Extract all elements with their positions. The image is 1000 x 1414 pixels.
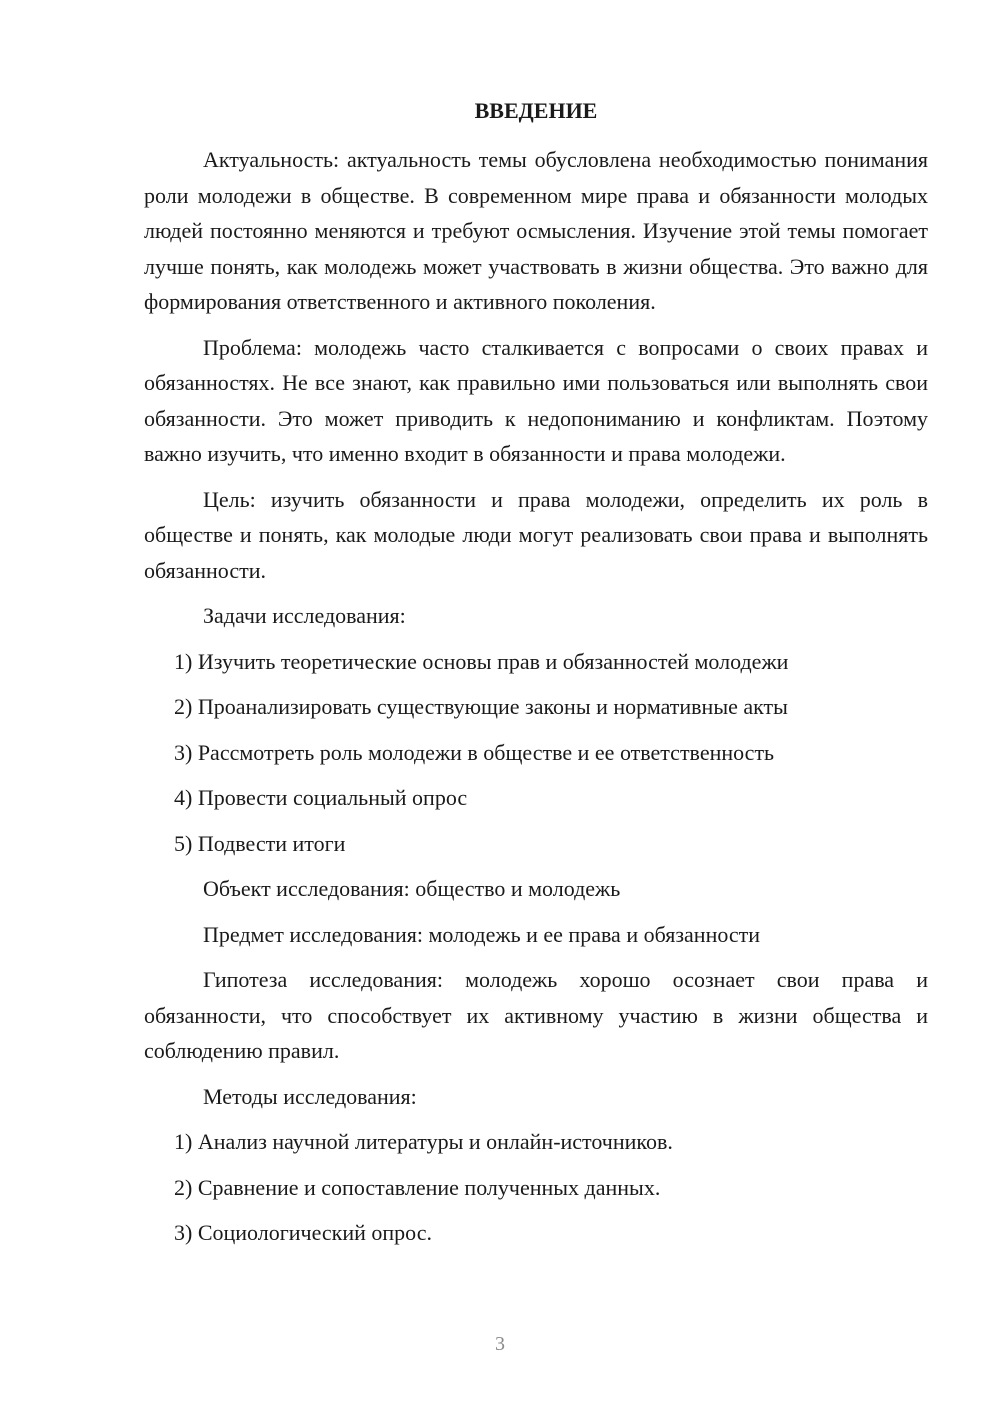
page-number: 3	[495, 1333, 505, 1355]
hypothesis-paragraph: Гипотеза исследования: молодежь хорошо осознает свои права и обязанности, что способствует их активному участию в жизни общества и соблюдению правил.	[144, 967, 928, 1063]
methods-heading: Методы исследования:	[203, 1083, 417, 1109]
research-object: Объект исследования: общество и молодежь	[203, 876, 621, 901]
list-item: 4) Провести социальный опрос	[174, 785, 468, 810]
section-title: ВВЕДЕНИЕ	[474, 98, 598, 123]
research-subject: Предмет исследования: молодежь и ее права и обязанности	[203, 921, 761, 947]
list-item: 3) Рассмотреть роль молодежи в обществе и ее ответственность	[174, 739, 775, 765]
tasks-heading: Задачи исследования:	[203, 603, 406, 628]
methods-list	[144, 1124, 928, 1251]
list-item: 2) Проанализировать существующие законы и нормативные акты	[174, 694, 788, 719]
list-item: 1) Анализ научной литературы и онлайн-источников.	[174, 1129, 673, 1154]
problem-paragraph: Проблема: молодежь часто сталкивается с вопросами о своих правах и обязанностях. Не все знают, как правильно ими пользоваться или выполнять свои обязанности. Это может приводить к недопониманию и конфликтам. Поэтому важно изучить, что именно входит в обязанности и права молодежи.	[144, 334, 928, 466]
list-item: 2) Сравнение и сопоставление полученных данных.	[174, 1174, 661, 1200]
goal-paragraph: Цель: изучить обязанности и права молодежи, определить их роль в обществе и понять, как молодые люди могут реализовать свои права и выполнять обязанности.	[144, 486, 928, 583]
tasks-list	[144, 644, 928, 862]
list-item: 5) Подвести итоги	[174, 830, 346, 856]
relevance-paragraph: Актуальность: актуальность темы обусловлена необходимостью понимания роли молодежи в обществе. В современном мире права и обязанности молодых людей постоянно меняются и требуют осмысления. Изучение этой темы помогает лучше понять, как молодежь может участвовать в жизни общества. Это важно для формирования ответственного и активного поколения.	[144, 147, 928, 314]
list-item: 1) Изучить теоретические основы прав и обязанностей молодежи	[174, 648, 789, 674]
list-item: 3) Социологический опрос.	[174, 1220, 432, 1245]
document-page	[144, 94, 928, 1261]
